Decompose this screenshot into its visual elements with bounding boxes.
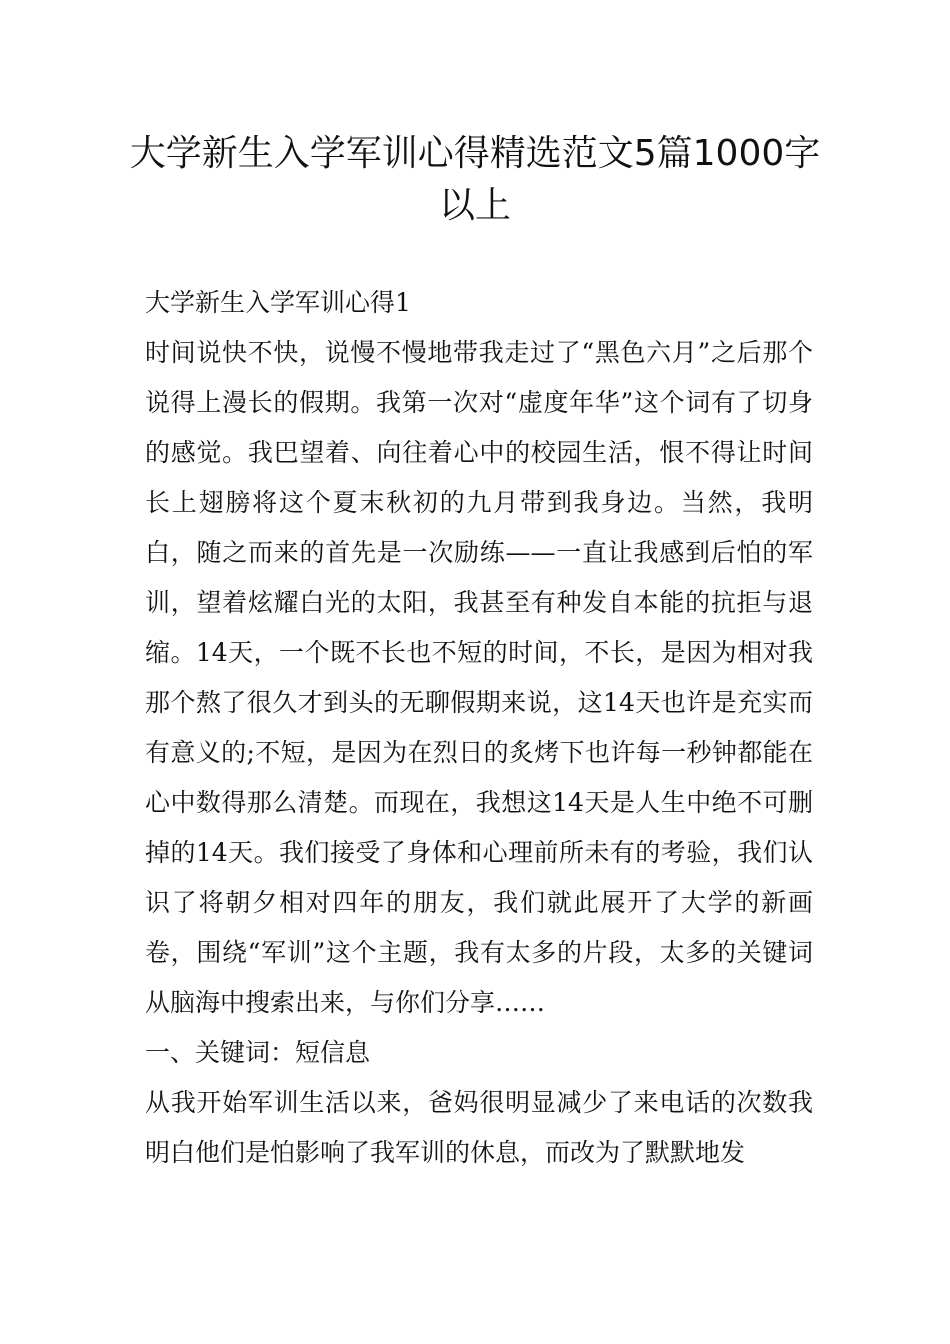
document-title: 大学新生入学军训心得精选范文5篇1000字以上: [129, 133, 821, 226]
body-paragraph: 从我开始军训生活以来，爸妈很明显减少了来电话的次数我明白他们是怕影响了我军训的休息，而改为了默默地发: [145, 1088, 813, 1167]
section-heading: 大学新生入学军训心得1: [145, 288, 411, 317]
keyword-heading: 一、关键词：短信息: [145, 1038, 371, 1067]
body-paragraph: 时间说快不快，说慢不慢地带我走过了“黑色六月”之后那个说得上漫长的假期。我第一次对“虚度年华”这个词有了切身的感觉。我巴望着、向往着心中的校园生活，恨不得让时间长上翅膀将这个夏末秋初的九月带到我身边。当然，我明白，随之而来的首先是一次励练——一直让我感到后怕的军训，望着炫耀白光的太阳，我甚至有种发自本能的抗拒与退缩。14天，一个既不长也不短的时间，不长，是因为相对我那个熬了很久才到头的无聊假期来说，这14天也许是充实而有意义的;不短，是因为在烈日的炙烤下也许每一秒钟都能在心中数得那么清楚。而现在，我想这14天是人生中绝不可删掉的14天。我们接受了身体和心理前所未有的考验，我们认识了将朝夕相对四年的朋友，我们就此展开了大学的新画卷，围绕“军训”这个主题，我有太多的片段，太多的关键词从脑海中搜索出来，与你们分享……: [145, 338, 813, 1017]
document-body: [145, 278, 813, 1178]
